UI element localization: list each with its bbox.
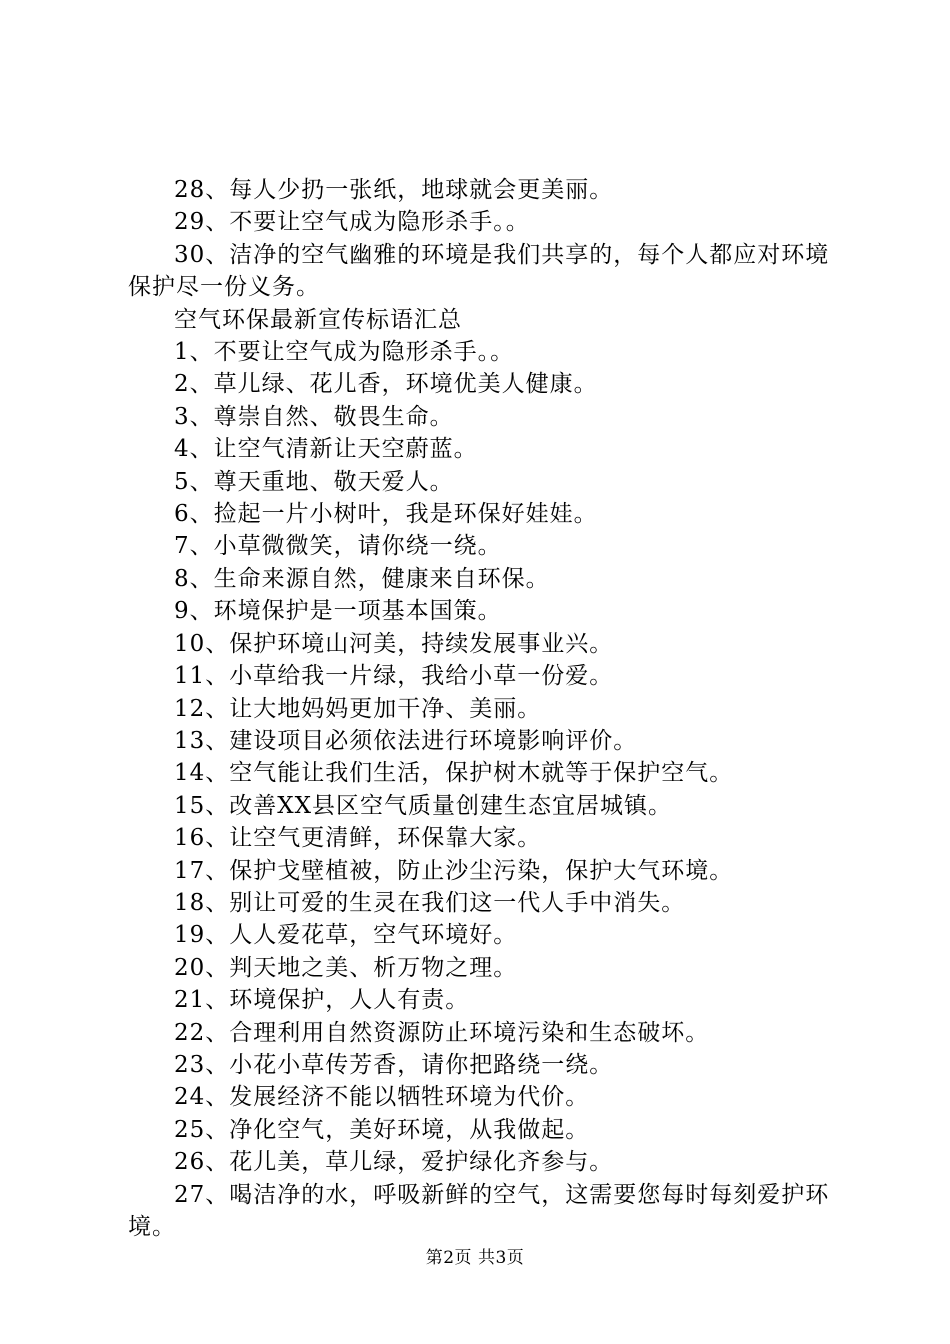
list-item: 13、建设项目必须依法进行环境影响评价。: [174, 727, 638, 754]
page-number-footer: 第2页 共3页: [425, 1248, 525, 1268]
paragraph-line: 29、不要让空气成为隐形杀手。。: [174, 209, 530, 236]
list-item: 8、生命来源自然，健康来自环保。: [174, 565, 550, 592]
list-item: 18、别让可爱的生灵在我们这一代人手中消失。: [174, 889, 686, 916]
list-item: 5、尊天重地、敬天爱人。: [174, 468, 454, 495]
list-item: 9、环境保护是一项基本国策。: [174, 598, 502, 625]
list-item: 16、让空气更清鲜，环保靠大家。: [174, 825, 542, 852]
section-heading: 空气环保最新宣传标语汇总: [174, 306, 462, 333]
list-item: 2、草儿绿、花儿香，环境优美人健康。: [174, 371, 598, 398]
list-item: 7、小草微微笑，请你绕一绕。: [174, 533, 502, 560]
paragraph-line: 28、每人少扔一张纸，地球就会更美丽。: [174, 177, 614, 203]
list-item: 20、判天地之美、析万物之理。: [174, 954, 518, 981]
document-body: [128, 174, 840, 1243]
list-item: 10、保护环境山河美，持续发展事业兴。: [174, 630, 614, 657]
list-item: 6、捡起一片小树叶，我是环保好娃娃。: [174, 501, 598, 528]
list-item: 25、净化空气，美好环境，从我做起。: [174, 1116, 590, 1143]
list-item: 14、空气能让我们生活，保护树木就等于保护空气。: [174, 760, 734, 787]
list-item: 19、人人爱花草，空气环境好。: [174, 922, 518, 949]
list-item: 21、环境保护，人人有责。: [174, 987, 470, 1014]
list-item: 26、花儿美，草儿绿，爱护绿化齐参与。: [174, 1149, 614, 1176]
list-item: 12、让大地妈妈更加干净、美丽。: [174, 695, 542, 722]
list-item: 15、改善XX县区空气质量创建生态宜居城镇。: [174, 792, 673, 819]
list-item: 22、合理利用自然资源防止环境污染和生态破坏。: [174, 1019, 710, 1046]
list-item: 3、尊崇自然、敬畏生命。: [174, 403, 454, 430]
list-item: 4、让空气清新让天空蔚蓝。: [174, 436, 478, 463]
list-item: 11、小草给我一片绿，我给小草一份爱。: [174, 663, 614, 690]
list-item: 1、不要让空气成为隐形杀手。。: [174, 339, 515, 366]
list-item: 17、保护戈壁植被，防止沙尘污染，保护大气环境。: [174, 857, 734, 884]
list-item: 23、小花小草传芳香，请你把路绕一绕。: [174, 1051, 614, 1078]
paragraph-line: 30、洁净的空气幽雅的环境是我们共享的，每个人都应对环境保护尽一份义务。: [128, 241, 830, 301]
list-item: 24、发展经济不能以牺牲环境为代价。: [174, 1084, 590, 1111]
list-item: 27、喝洁净的水，呼吸新鲜的空气，这需要您每时每刻爱护环境。: [128, 1181, 830, 1240]
